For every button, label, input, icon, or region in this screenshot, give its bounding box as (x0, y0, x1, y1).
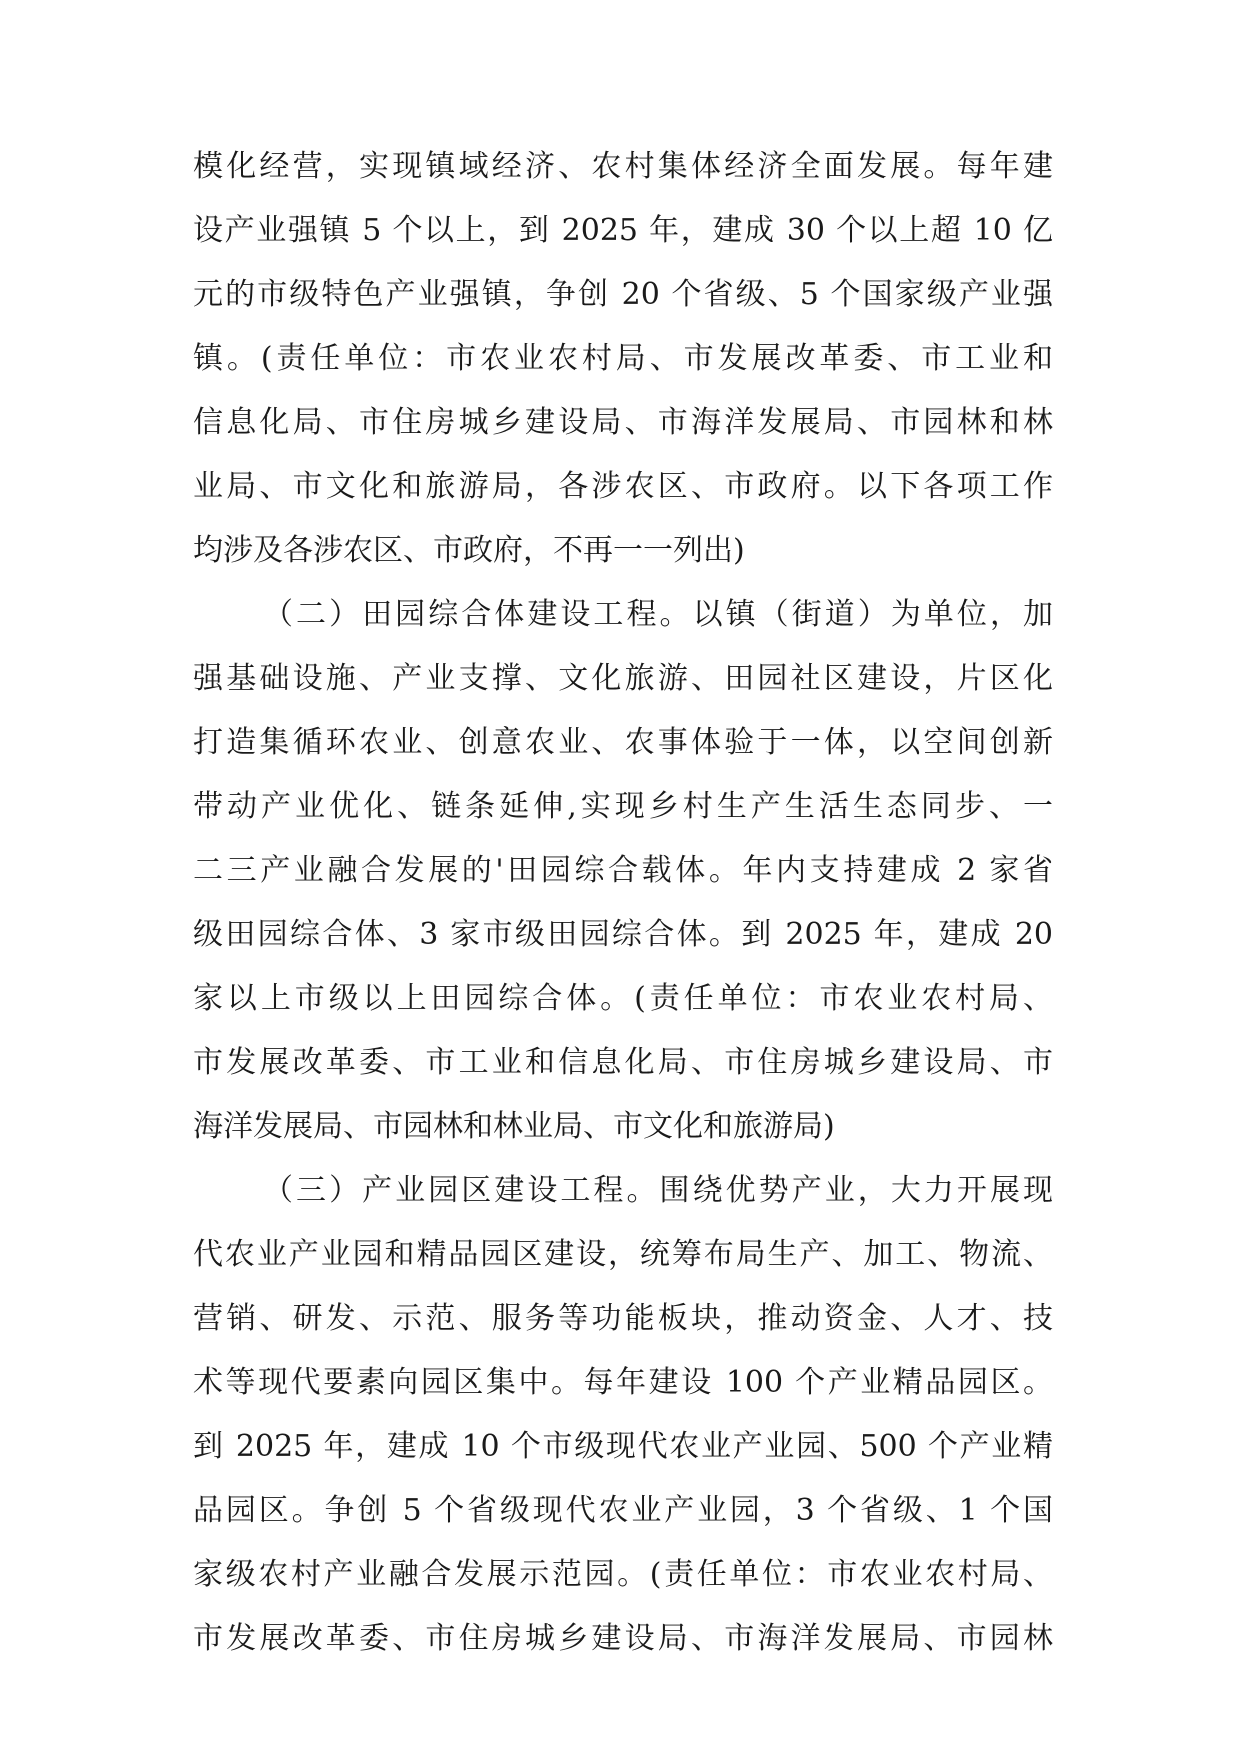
text-line: 市发展改革委、市住房城乡建设局、市海洋发展局、市园林 (193, 1621, 1053, 1656)
text-line: 海洋发展局、市园林和林业局、市文化和旅游局) (193, 1109, 835, 1144)
text-line: 元的市级特色产业强镇，争创 20 个省级、5 个国家级产业强 (193, 277, 1053, 312)
text-line: 打造集循环农业、创意农业、农事体验于一体，以空间创新 (193, 725, 1053, 760)
text-line: 二三产业融合发展的'田园综合载体。年内支持建成 2 家省 (193, 853, 1053, 888)
text-line: 模化经营，实现镇域经济、农村集体经济全面发展。每年建 (193, 149, 1053, 184)
text-line: 代农业产业园和精品园区建设，统筹布局生产、加工、物流、 (193, 1237, 1053, 1272)
text-line: 级田园综合体、3 家市级田园综合体。到 2025 年，建成 20 (193, 917, 1053, 952)
section-heading-line: （三）产业园区建设工程。围绕优势产业，大力开展现 (263, 1173, 1053, 1208)
text-line: 到 2025 年，建成 10 个市级现代农业产业园、500 个产业精 (193, 1429, 1053, 1464)
section-heading-line: （二）田园综合体建设工程。以镇（街道）为单位，加 (263, 597, 1053, 632)
text-line: 镇。(责任单位：市农业农村局、市发展改革委、市工业和 (193, 341, 1053, 376)
text-line: 带动产业优化、链条延伸,实现乡村生产生活生态同步、一 (193, 789, 1053, 824)
text-line: 均涉及各涉农区、市政府，不再一一列出) (193, 533, 745, 568)
text-line: 家级农村产业融合发展示范园。(责任单位：市农业农村局、 (193, 1557, 1053, 1592)
text-line: 市发展改革委、市工业和信息化局、市住房城乡建设局、市 (193, 1045, 1053, 1080)
text-line: 信息化局、市住房城乡建设局、市海洋发展局、市园林和林 (193, 405, 1053, 440)
text-line: 品园区。争创 5 个省级现代农业产业园，3 个省级、1 个国 (193, 1493, 1053, 1528)
text-line: 营销、研发、示范、服务等功能板块，推动资金、人才、技 (193, 1301, 1053, 1336)
text-line: 术等现代要素向园区集中。每年建设 100 个产业精品园区。 (193, 1365, 1053, 1400)
text-line: 设产业强镇 5 个以上，到 2025 年，建成 30 个以上超 10 亿 (193, 213, 1053, 248)
text-line: 强基础设施、产业支撑、文化旅游、田园社区建设，片区化 (193, 661, 1053, 696)
text-line: 业局、市文化和旅游局，各涉农区、市政府。以下各项工作 (193, 469, 1053, 504)
text-line: 家以上市级以上田园综合体。(责任单位：市农业农村局、 (193, 981, 1053, 1016)
